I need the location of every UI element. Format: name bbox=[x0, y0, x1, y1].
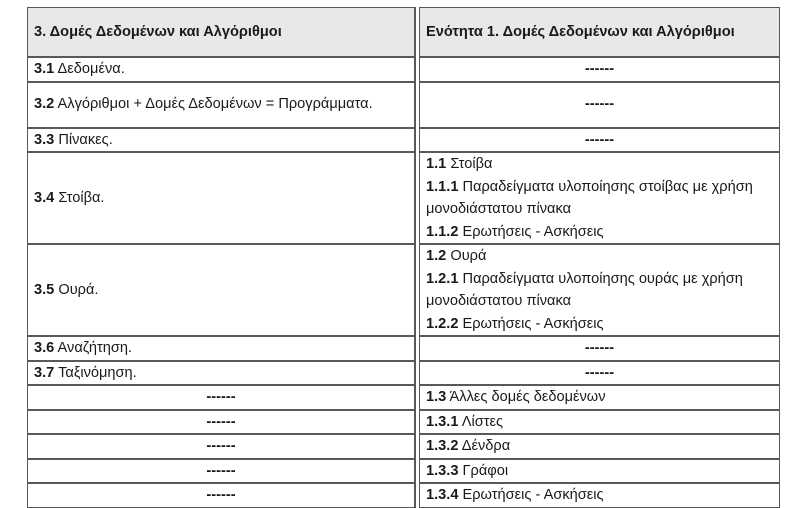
section-number: 1.3.3 bbox=[426, 462, 459, 479]
section-title: Ερωτήσεις - Ασκήσεις bbox=[458, 487, 604, 503]
left-cell-empty: ------ bbox=[27, 483, 416, 508]
left-cell bbox=[27, 361, 416, 386]
section-title: Ταξινόμηση. bbox=[54, 364, 137, 381]
section-number: 3.2 bbox=[34, 96, 55, 113]
table-row bbox=[27, 244, 780, 336]
right-cell-empty: ------ bbox=[419, 82, 780, 128]
left-cell-empty: ------ bbox=[27, 410, 416, 435]
section-title: Λίστες bbox=[458, 413, 504, 430]
list-item: 1.2.2 Ερωτήσεις - Ασκήσεις bbox=[426, 315, 604, 332]
table-row bbox=[27, 385, 780, 410]
right-cell bbox=[419, 459, 780, 484]
table-row bbox=[27, 483, 780, 508]
left-cell bbox=[27, 152, 416, 244]
right-cell-list bbox=[419, 152, 780, 244]
right-cell-empty: ------ bbox=[419, 361, 780, 386]
right-cell-empty: ------ bbox=[419, 336, 780, 361]
right-cell bbox=[419, 434, 780, 459]
list-item: 1.1 Στοίβα bbox=[426, 156, 493, 172]
table-row bbox=[27, 152, 780, 244]
section-number: 1.3.2 bbox=[426, 438, 459, 454]
section-title: Αναζήτηση. bbox=[54, 340, 133, 356]
section-title: Δένδρα bbox=[458, 438, 511, 454]
list-item: 1.2.1 Παραδείγματα υλοποίησης ουράς με χρήση μονοδιάστατου πίνακα bbox=[426, 270, 743, 309]
left-cell-empty: ------ bbox=[27, 434, 416, 459]
section-number: 1.3.1 bbox=[426, 413, 459, 430]
list-item: 1.1.2 Ερωτήσεις - Ασκήσεις bbox=[426, 223, 604, 240]
header-left-cell: 3. Δομές Δεδομένων και Αλγόριθμοι bbox=[27, 7, 416, 57]
table-row bbox=[27, 459, 780, 484]
section-number: 1.3.4 bbox=[426, 487, 459, 503]
left-cell bbox=[27, 82, 416, 128]
list-item: 1.2 Ουρά bbox=[426, 248, 487, 264]
table-row bbox=[27, 434, 780, 459]
right-cell-list bbox=[419, 244, 780, 336]
right-cell bbox=[419, 483, 780, 508]
section-number: 3.7 bbox=[34, 364, 55, 381]
section-title: Πίνακες. bbox=[54, 131, 113, 148]
left-cell bbox=[27, 128, 416, 153]
right-cell bbox=[419, 385, 780, 410]
table-header-row bbox=[27, 7, 780, 57]
table-row bbox=[27, 410, 780, 435]
section-title: Στοίβα. bbox=[54, 189, 105, 206]
header-right-cell: Ενότητα 1. Δομές Δεδομένων και Αλγόριθμοι bbox=[419, 7, 780, 57]
table-row bbox=[27, 336, 780, 361]
left-cell-empty: ------ bbox=[27, 459, 416, 484]
right-cell-empty: ------ bbox=[419, 57, 780, 82]
left-cell-empty: ------ bbox=[27, 385, 416, 410]
section-number: 3.3 bbox=[34, 131, 55, 148]
left-cell bbox=[27, 244, 416, 336]
section-number: 1.3 bbox=[426, 389, 447, 405]
section-number: 3.5 bbox=[34, 281, 55, 298]
left-cell bbox=[27, 336, 416, 361]
section-title: Ουρά. bbox=[54, 281, 99, 298]
left-cell bbox=[27, 57, 416, 82]
table-row bbox=[27, 82, 780, 128]
table-row bbox=[27, 361, 780, 386]
section-title: Αλγόριθμοι + Δομές Δεδομένων = Προγράμματα. bbox=[54, 96, 373, 113]
section-title: Γράφοι bbox=[458, 462, 509, 479]
table-row bbox=[27, 128, 780, 153]
list-item: 1.1.1 Παραδείγματα υλοποίησης στοίβας με χρήση μονοδιάστατου πίνακα bbox=[426, 178, 753, 217]
right-cell bbox=[419, 410, 780, 435]
section-number: 3.1 bbox=[34, 61, 55, 77]
section-number: 3.6 bbox=[34, 340, 55, 356]
right-cell-empty: ------ bbox=[419, 128, 780, 153]
curriculum-table-container bbox=[27, 7, 780, 503]
section-title: Άλλες δομές δεδομένων bbox=[446, 389, 606, 405]
section-title: Δεδομένα. bbox=[54, 61, 125, 77]
section-number: 3.4 bbox=[34, 189, 55, 206]
curriculum-mapping-table bbox=[27, 7, 780, 508]
table-row bbox=[27, 57, 780, 82]
